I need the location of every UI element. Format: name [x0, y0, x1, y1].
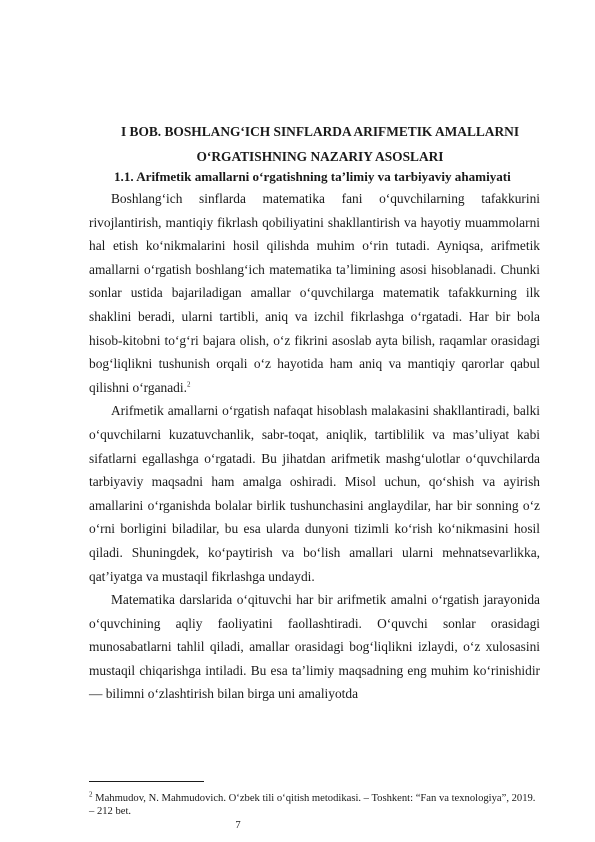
section-title: 1.1. Arifmetik amallarni o‘rgatishning ta’limiy va tarbiyaviy ahamiyati	[114, 169, 511, 184]
body-text	[89, 187, 540, 706]
paragraph-text: Arifmetik amallarni o‘rgatish nafaqat hisoblash malakasini shakllantiradi, balki o‘quvchilarni kuzatuvchanlik, sabr-toqat, aniqlik, tartiblilik va mas’uliyat kabi sifatlarni egallashga o‘rgatadi. Bu jihatdan arifmetik mashg‘ulotlar o‘quvchilarda tarbiyaviy maqsadni ham amalga oshiradi. Misol uchun, qo‘shish va ayirish amallarini o‘rganishda bolalar birlik tushunchasini anglaydilar, har bir sonning o‘z o‘rni borligini biladilar, bu esa ularda dunyoni tizimli ko‘rish ko‘nikmasini hosil qiladi. Shuningdek, ko‘paytirish va bo‘lish amallari ularni mehnatsevarlikka, qat’iyatga va mustaqil fikrlashga undaydi.	[89, 403, 540, 584]
footnote-separator	[89, 781, 204, 782]
paragraph-text: Boshlang‘ich sinflarda matematika fani o‘quvchilarning tafakkurini rivojlantirish, mantiqiy fikrlash qobiliyatini shakllantirish va hayotiy muammolarni hal etish ko‘nikmalarini hosil qilishda muhim o‘rin tutadi. Ayniqsa, arifmetik amallarni o‘rgatish boshlang‘ich matematika ta’limining asosi hisoblanadi. Chunki sonlar ustida bajariladigan amallar o‘quvchilarga matematik tafakkurning ilk shaklini beradi, ularni tartibli, aniq va izchil fikrlashga o‘rgatadi. Har bir bola hisob-kitobni to‘g‘ri bajara olish, o‘z fikrini asoslab ayta bilish, raqamlar orasidagi bog‘liqlikni tushunish orqali o‘z hayotida ham aniq va mantiqiy qarorlar qabul qilishni o‘rganadi.	[89, 191, 540, 395]
paragraph	[89, 187, 540, 399]
footnote-number: 2	[89, 790, 93, 799]
page-number: 7	[235, 820, 241, 831]
chapter-title: I BOB. BOSHLANG‘ICH SINFLARDA ARIFMETIK AMALLARNI O‘RGATISHNING NAZARIY ASOSLARI	[120, 124, 520, 164]
footnote-text: Mahmudov, N. Mahmudovich. O‘zbek tili o‘qitish metodikasi. – Toshkent: “Fan va texnologiya”, 2019. – 212 bet.	[89, 793, 536, 817]
footnote-reference: 2	[186, 380, 191, 389]
paragraph	[89, 588, 540, 706]
paragraph-text: Matematika darslarida o‘qituvchi har bir arifmetik amalni o‘rgatish jarayonida o‘quvchining aqliy faoliyatini faollashtiradi. O‘quvchi sonlar orasidagi munosabatlarni tahlil qiladi, amallar orasidagi bog‘liqlikni izlaydi, o‘z xulosasini mustaqil chiqarishga intiladi. Bu esa ta’limiy maqsadning eng muhim ko‘rinishidir — bilimni o‘zlashtirish bilan birga uni amaliyotda	[89, 592, 540, 702]
paragraph	[89, 399, 540, 588]
footnote	[89, 790, 540, 818]
